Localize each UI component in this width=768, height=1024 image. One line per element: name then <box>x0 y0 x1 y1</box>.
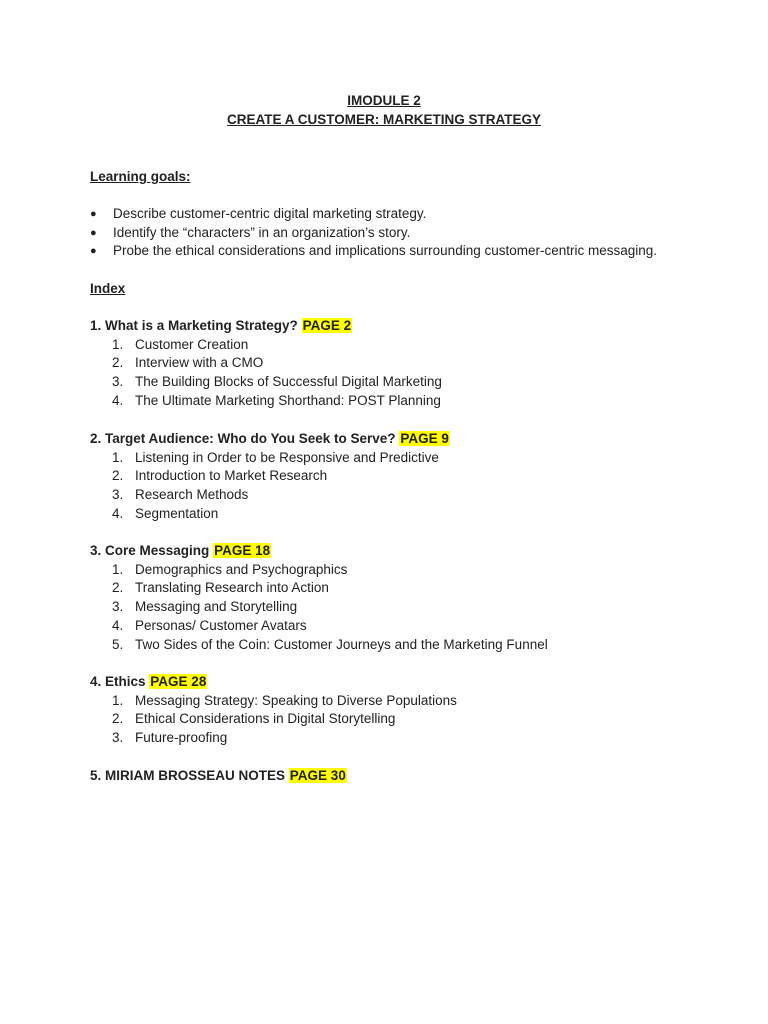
section-heading <box>90 767 347 786</box>
index-section-1 <box>90 317 442 411</box>
page-reference: PAGE 18 <box>214 543 271 558</box>
list-item: 2. Translating Research into Action <box>112 580 329 596</box>
learning-goal-text: Identify the “characters” in an organization’s story. <box>113 224 411 240</box>
page-reference: PAGE 2 <box>302 318 352 333</box>
section-label: 2. Target Audience: Who do You Seek to Serve? <box>90 431 396 446</box>
list-item: 2. Interview with a CMO <box>112 355 264 371</box>
list-item: 3. Messaging and Storytelling <box>112 599 298 615</box>
list-item: 3. Research Methods <box>112 487 249 503</box>
learning-goal-item <box>90 224 657 243</box>
module-label: IMODULE 2 <box>347 93 421 108</box>
section-label: 4. Ethics <box>90 674 146 689</box>
list-item: 1. Messaging Strategy: Speaking to Diverse Populations <box>112 692 457 708</box>
page-reference: PAGE 28 <box>150 674 207 689</box>
index-section-3 <box>90 542 548 654</box>
list-item: 3. Future-proofing <box>112 730 228 746</box>
section-items <box>90 692 457 748</box>
learning-goal-item <box>90 205 657 224</box>
document-title: CREATE A CUSTOMER: MARKETING STRATEGY <box>226 112 541 127</box>
page-reference: PAGE 30 <box>289 768 346 783</box>
page-reference: PAGE 9 <box>400 431 449 446</box>
list-item: 1. Listening in Order to be Responsive and Predictive <box>112 449 439 465</box>
bullet-icon: ● <box>90 245 97 258</box>
section-label: 3. Core Messaging <box>90 543 210 558</box>
list-item: 3. The Building Blocks of Successful Digital Marketing <box>112 374 442 390</box>
index-section-2 <box>90 430 450 524</box>
index-section-5 <box>90 767 347 786</box>
section-heading <box>90 430 450 449</box>
index-heading: Index <box>90 281 126 296</box>
learning-goals-list <box>90 205 657 261</box>
list-item: 1. Customer Creation <box>112 336 249 352</box>
list-item: 5. Two Sides of the Coin: Customer Journeys and the Marketing Funnel <box>112 636 548 652</box>
bullet-icon: ● <box>90 208 97 220</box>
learning-goal-item <box>90 242 657 261</box>
learning-goals-heading: Learning goals: <box>90 169 191 184</box>
list-item: 4. The Ultimate Marketing Shorthand: POST Planning <box>112 392 441 408</box>
section-label: 1. What is a Marketing Strategy? <box>90 318 298 333</box>
list-item: 1. Demographics and Psychographics <box>112 561 348 577</box>
bullet-icon: ● <box>90 226 97 239</box>
index-section-4 <box>90 673 457 748</box>
learning-goal-text: Probe the ethical considerations and implications surrounding customer-centric messaging. <box>113 243 658 259</box>
section-items <box>90 336 442 411</box>
list-item: 4. Segmentation <box>112 505 219 521</box>
section-heading <box>90 673 457 692</box>
section-label: 5. MIRIAM BROSSEAU NOTES <box>90 768 286 783</box>
list-item: 2. Introduction to Market Research <box>112 468 328 484</box>
section-items <box>90 561 548 655</box>
section-items <box>90 449 450 524</box>
list-item: 4. Personas/ Customer Avatars <box>112 617 307 633</box>
section-heading <box>90 542 548 561</box>
learning-goal-text: Describe customer-centric digital marketing strategy. <box>113 206 427 221</box>
section-heading <box>90 317 442 336</box>
list-item: 2. Ethical Considerations in Digital Storytelling <box>112 711 396 727</box>
